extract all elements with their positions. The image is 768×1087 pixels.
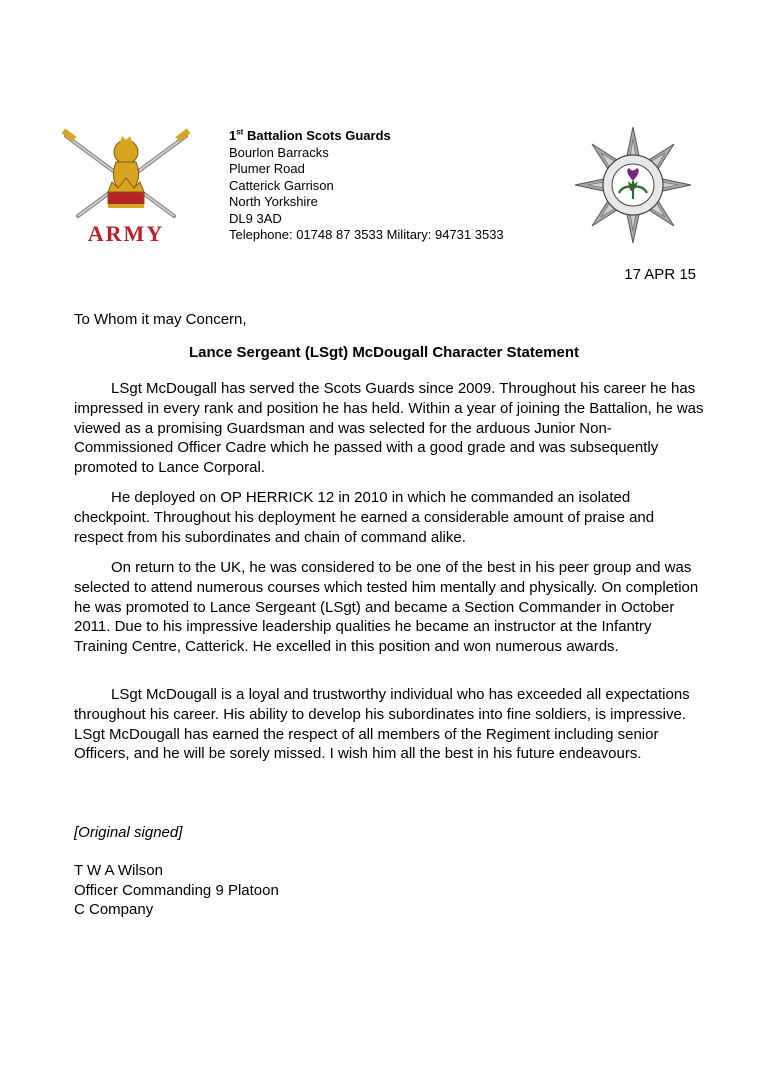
telephone-line: Telephone: 01748 87 3533 Military: 94731 3533: [229, 227, 504, 242]
scots-guards-star-icon: [574, 126, 692, 244]
signature-block: [74, 861, 279, 920]
address-line: North Yorkshire: [229, 194, 318, 209]
subject-heading: Lance Sergeant (LSgt) McDougall Character Statement: [188, 344, 580, 361]
body-paragraph: LSgt McDougall has served the Scots Guards since 2009. Throughout his career he has impressed in every rank and position he has held. Within a year of joining the Battalion, he was viewed as a promising Guardsman and was selected for the arduous Junior Non-Commissioned Officer Cadre which he passed with a good grade and was subsequently promoted to Lance Corporal.: [74, 380, 704, 477]
body-paragraph: LSgt McDougall is a loyal and trustworthy individual who has exceeded all expectations throughout his career. His ability to develop his subordinates into fine soldiers, is impressive. LSgt McDougall has earned the respect of all members of the Regiment including senior Officers, and he will be sorely missed. I wish him all the best in his future endeavours.: [74, 686, 690, 763]
address-line: Catterick Garrison: [229, 177, 334, 193]
signatory-role: Officer Commanding 9 Platoon: [74, 881, 279, 899]
body-paragraph: He deployed on OP HERRICK 12 in 2010 in which he commanded an isolated checkpoint. Throughout his deployment he earned a considerable amount of praise and respect from his subordinates and chain of command alike.: [74, 489, 655, 546]
letter-date: 17 APR 15: [624, 266, 696, 283]
address-block: [229, 128, 504, 244]
unit-name: 1st Battalion Scots Guards: [229, 127, 391, 143]
address-line: Plumer Road: [229, 161, 305, 176]
army-crest-icon: [58, 124, 194, 246]
signed-note: [Original signed]: [74, 824, 183, 841]
army-logo-text: ARMY: [87, 221, 165, 246]
unit-ordinal-suffix: st: [236, 127, 244, 137]
signatory-name: T W A Wilson: [74, 862, 163, 879]
address-line: DL9 3AD: [229, 210, 282, 226]
signatory-company: C Company: [74, 901, 154, 919]
body-paragraph: On return to the UK, he was considered to be one of the best in his peer group and was selected to attend numerous courses which tested him mentally and physically. On completion he was promoted to Lance Sergeant (LSgt) and became a Section Commander in October 2011. Due to his impressive leadership qualities he became an instructor at the Infantry Training Centre, Catterick. He excelled in this position and won numerous awards.: [74, 559, 699, 656]
salutation: To Whom it may Concern,: [74, 311, 247, 328]
address-line: Bourlon Barracks: [229, 144, 329, 160]
